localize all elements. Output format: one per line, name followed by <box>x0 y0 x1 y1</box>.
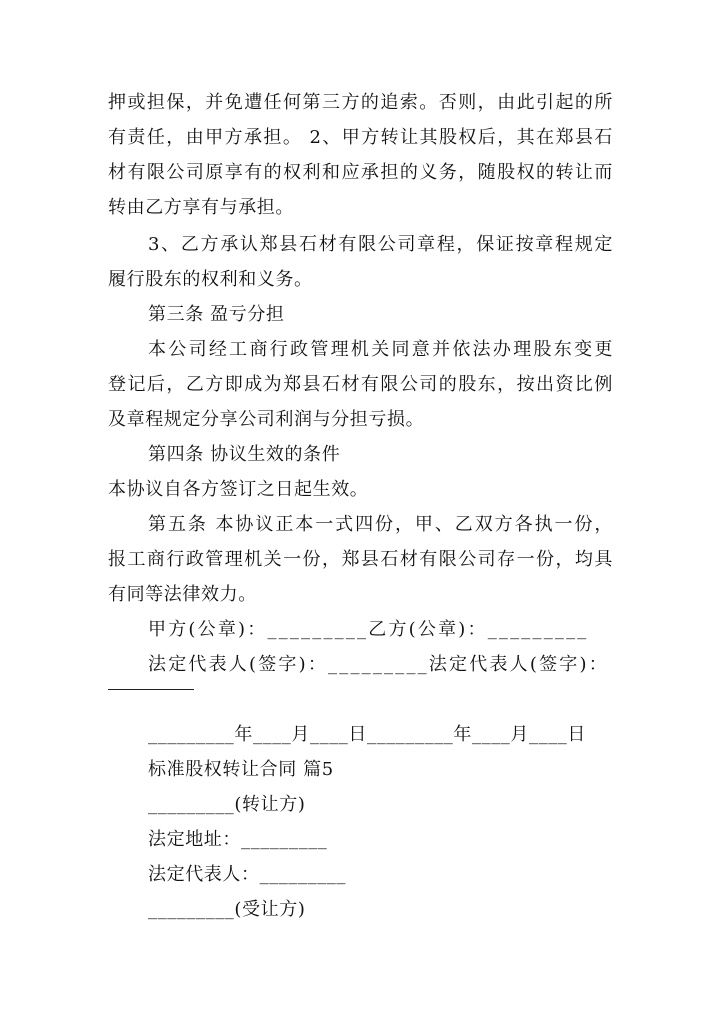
transferee-line: _________(受让方) <box>148 899 306 920</box>
paragraph-line: 押或担保，并免遭任何第三方的追索。否则，由此引起的所 <box>108 92 613 113</box>
paragraph-line: 有同等法律效力。 <box>108 584 257 605</box>
paragraph-line: 本协议自各方签订之日起生效。 <box>108 479 369 500</box>
paragraph-line: 材有限公司原享有的权利和应承担的义务，随股权的转让而 <box>108 162 613 183</box>
section-heading: 第三条 盈亏分担 <box>148 304 285 325</box>
paragraph-line: 履行股东的权利和义务。 <box>108 269 313 290</box>
paragraph-line: 及章程规定分享公司利润与分担亏损。 <box>108 409 425 430</box>
paragraph-line: 3、乙方承认郑县石材有限公司章程，保证按章程规定 <box>148 234 613 255</box>
paragraph-line: 本公司经工商行政管理机关同意并依法办理股东变更 <box>148 339 613 360</box>
section-heading: 第四条 协议生效的条件 <box>148 444 341 465</box>
paragraph-line: 报工商行政管理机关一份，郑县石材有限公司存一份，均具 <box>108 549 613 570</box>
date-line: _________年____月____日_________年____月____日 <box>148 724 586 745</box>
paragraph-line: 登记后，乙方即成为郑县石材有限公司的股东，按出资比例 <box>108 374 613 395</box>
paragraph-line: 转由乙方享有与承担。 <box>108 197 294 218</box>
paragraph-line: 有责任，由甲方承担。 2、甲方转让其股权后，其在郑县石 <box>108 127 613 148</box>
signature-blank <box>108 689 194 690</box>
transferor-line: _________(转让方) <box>148 794 306 815</box>
legal-representative-line: 法定代表人：_________ <box>148 864 346 885</box>
legal-address-line: 法定地址：_________ <box>148 829 328 850</box>
signature-line-representatives: 法定代表人(签字)：_________法定代表人(签字)： <box>148 654 609 675</box>
paragraph-line: 第五条 本协议正本一式四份，甲、乙双方各执一份， <box>148 514 613 535</box>
signature-line-seals: 甲方(公章)：_________乙方(公章)：_________ <box>148 619 589 640</box>
contract-heading: 标准股权转让合同 篇5 <box>148 759 334 780</box>
